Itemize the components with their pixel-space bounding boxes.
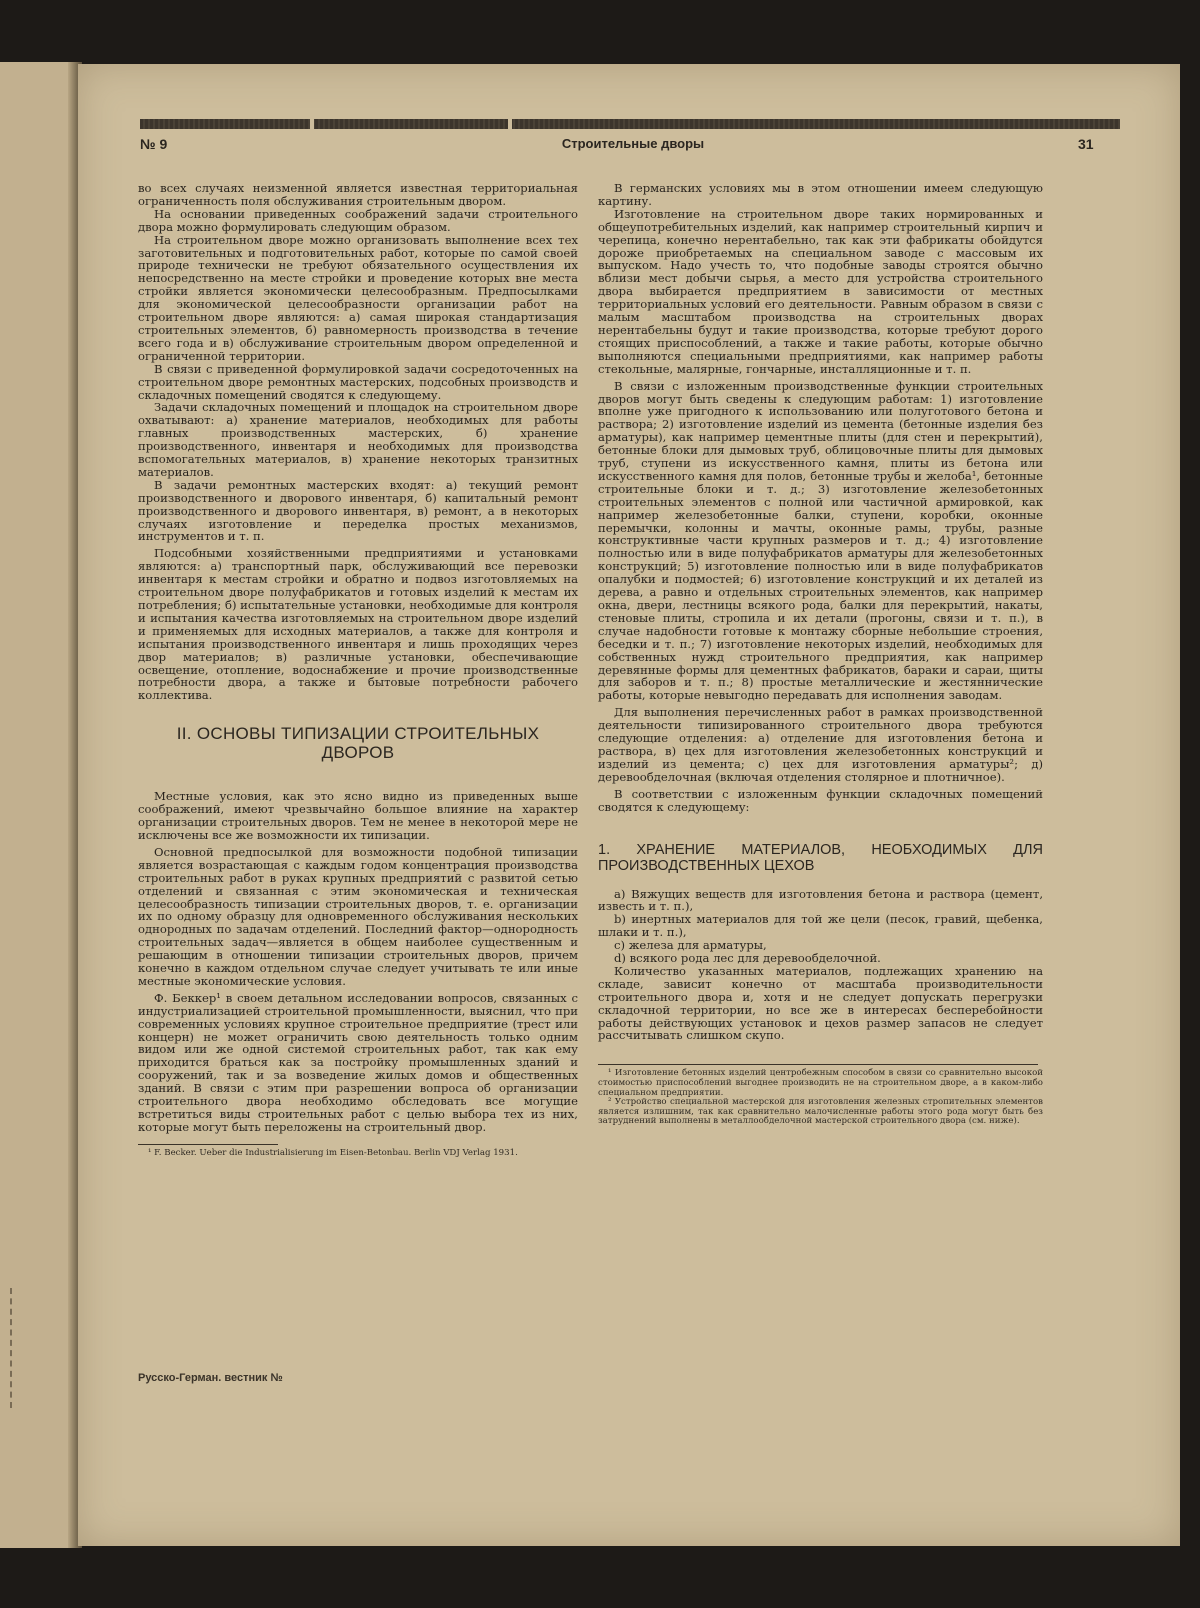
footnote: ¹ Изготовление бетонных изделий центробежным способом в связи со сравнительно высокой стоимостью приспособлений выгоднее производить не на строительном дворе, а в каком-либо специальном предприятии. [598,1068,1043,1098]
paragraph: Основной предпосылкой для возможности подобной типизации является возрастающая с каждым годом концентрация производства строительных работ в руках крупных предприятий с развитой сетью отделений и связанная с этим экономическая и техническая целесообразность типизации строительных дворов, т. е. организации их по одному образцу для одновременного обслуживания нескольких однородных по задачам отделений. Последний фактор—однородность строительных задач—является в общем наиболее существенным и решающим в отношении типизации строительных дворов, причем конечно в каждом отдельном случае следует учитывать те или иные местные экономические условия. [138,844,578,988]
section-heading: II. ОСНОВЫ ТИПИЗАЦИИ СТРОИТЕЛЬНЫХ ДВОРОВ [176,724,540,763]
paragraph: Местные условия, как это ясно видно из приведенных выше соображений, имеют чрезвычайно большое влияние на характер организации строительных дворов. Тем не менее в некоторой мере не исключены все же возможности их типизации. [138,789,578,842]
subsection-heading: 1. ХРАНЕНИЕ МАТЕРИАЛОВ, НЕОБХОДИМЫХ ДЛЯ ПРОИЗВОДСТВЕННЫХ ЦЕХОВ [598,841,1043,874]
paragraph: Задачи складочных помещений и площадок на строительном дворе охватывают: а) хранение материалов, необходимых для работы главных производственных мастерских, б) хранение производственного, инвентаря и необходимых для производства вспомогательных материалов, в) хранение некоторых транзитных материалов. [138,400,578,479]
paragraph: Для выполнения перечисленных работ в рамках производственной деятельности типизированного строительного двора требуются следующие отделения: а) отделение для изготовления бетона и раствора, в) цех для изготовления железобетонных конструкций и изделий из цемента; с) цех для изготовления арматуры²; д) деревообделочная (включая отделения столярное и плотничное). [598,705,1043,784]
paragraph: Изготовление на строительном дворе таких нормированных и общеупотребительных изделий, как например строительный кирпич и черепица, конечно нерентабельно, так как эти фабрикаты обойдутся дороже приобретаемых на специальном заводе с массовым их выпуском. Надо учесть то, что подобные заводы строятся обычно вблизи мест добычи сырья, а место для устройства строительного двора выбирается предприятием в зависимости от местных территориальных условий его деятельности. Равным образом в связи с малым масштабом производства на строительных дворах нерентабельны будут и такие производства, которые требуют дорого стоящих приспособлений, а также и такие работы, которые обычно выполняются специальными предприятиями, как например работы стекольные, малярные, гончарные, инсталляционные и т. п. [598,206,1043,376]
header-rule [140,119,1120,129]
list-item: с) железа для арматуры, [614,938,767,953]
left-column [138,182,578,1158]
paragraph: Количество указанных материалов, подлежащих хранению на складе, зависит конечно от масштаба производительности строительного двора и, хотя и не следует допускать перегрузки складочной территории, но все же в интересах бесперебойности работы действующих установок и цехов размер запасов не следует рассчитывать слишком скупо. [598,963,1043,1043]
footnote: ¹ F. Becker. Ueber die Industrialisierung im Eisen-Betonbau. Berlin VDJ Verlag 1931. [148,1147,518,1158]
footnote-rule [138,1144,278,1145]
issue-number: № 9 [140,136,168,152]
signature-line: Русско-Герман. вестник № [138,1372,283,1384]
list-item: а) Вяжущих веществ для изготовления бетона и раствора (цемент, известь и т. п.), [598,886,1043,914]
right-column [598,182,1043,1127]
header-rule-gap [508,119,512,129]
footnote-block [138,1149,578,1159]
paragraph: Подсобными хозяйственными предприятиями и установками являются: а) транспортный парк, обслуживающий все перевозки инвентаря к местам стройки и обратно и подвоз изготовляемых на строительном дворе полуфабрикатов и готовых изделий к местам их потребления; б) испытательные установки, необходимые для контроля и испытания качества изготовляемых на строительном дворе изделий и применяемых для исходных материалов, а также для контроля и испытания производственного инвентаря и лишь проходящих через двор материалов; в) различные установки, обеспечивающие освещение, отопление, водоснабжение и прочие производственные потребности двора, а также и бытовые потребности рабочего коллектива. [138,546,579,703]
paragraph: во всех случаях неизменной является известная территориальная ограниченность поля обслуживания строительным двором. [138,181,578,208]
journal-page [78,64,1180,1546]
binding-stitch [10,1288,14,1408]
list-item: b) инертных материалов для той же цели (песок, гравий, щебенка, шлаки и т. п.), [598,912,1043,940]
list-item: d) всякого рода лес для деревообделочной. [614,951,881,966]
footnote-block [598,1069,1043,1127]
footnote-rule [598,1064,1038,1065]
paragraph: В германских условиях мы в этом отношении имеем следующую картину. [598,181,1043,208]
paragraph: В соответствии с изложенным функции складочных помещений сводятся к следующему: [598,786,1043,814]
paragraph: В связи с приведенной формулировкой задачи сосредоточенных на строительном дворе ремонтных мастерских, подсобных производств и складочных помещений сводятся к следующему. [138,361,578,402]
paragraph: Ф. Беккер¹ в своем детальном исследовании вопросов, связанных с индустриализацией строительной промышленности, выяснил, что при современных условиях крупное строительное предприятие (трест или концерн) не может ограничить свою деятельность только одним видом или же одной системой строительных работ, так как ему приходится браться как за постройку промышленных зданий и сооружений, так и за возведение жилых домов и общественных зданий. В связи с этим при разрешении вопроса об организации строительного двора необходимо обследовать все могущие встретиться виды строительных работ с целью выбора тех из них, которые могут быть переложены на строительный двор. [138,990,578,1134]
footnote: ² Устройство специальной мастерской для изготовления железных стропительных элементов является излишним, так как сравнительно малочисленные работы этого рода могут быть без затруднений выполнены в металлообделочной мастерской строительного двора (см. ниже). [598,1097,1043,1127]
paragraph: На строительном дворе можно организовать выполнение всех тех заготовительных и подготовительных работ, которые по самой своей природе технически не требуют обязательного осуществления их непосредственно на месте стройки и проведение которых вне места стройки является экономически целесообразным. Предпосылками для экономической целесообразности организации работ на строительном дворе являются: а) самая широкая стандартизация строительных элементов, б) равномерность производства в течение всего года и в) обслуживание строительным двором определенной и ограниченной территории. [138,232,578,363]
running-title: Строительные дворы [561,136,705,151]
page-number: 31 [1078,136,1094,152]
header-rule-gap [310,119,314,129]
paragraph: На основании приведенных соображений задачи строительного двора можно формулировать следующим образом. [138,206,578,234]
paragraph: В задачи ремонтных мастерских входят: а) текущий ремонт производственного и дворового инвентаря, б) капитальный ремонт производственного и дворового инвентаря, в) ремонт, а в некоторых случаях изготовление и переделка простых механизмов, инструментов и т. п. [138,477,578,544]
paragraph: В связи с изложенным производственные функции строительных дворов могут быть сведены к следующим работам: 1) изготовление вполне уже пригодного к использованию или полуготового бетона и раствора; 2) изготовление изделий из цемента (бетонные изделия без арматуры), как например цементные плиты (для стен и перекрытий), бетонные блоки для дымовых труб, облицовочные плиты для дымовых труб, ступени из искусственного камня, плиты из бетона или искусственного камня для полов, бетонные трубы и желоба¹, бетонные строительные блоки и т. д.; 3) изготовление железобетонных строительных элементов с полной или частичной армировкой, как например железобетонные балки, ступени, коробки, оконные перемычки, колонны и мачты, оконные рамы, трубы, разные конструктивные части крупных размеров и т. д.; 4) изготовление полностью или в виде полуфабрикатов арматуры для железобетонных конструкций; 5) изготовление полностью или в виде полуфабрикатов опалубки и подмостей; 6) изготовление конструкций и их деталей из дерева, а равно и отдельных строительных элементов, как например окна, двери, лестницы всякого рода, балки для перекрытий, накаты, стеновые плиты, стропила и их детали (прогоны, связи и т. п.), в случае надобности готовые к монтажу сборные небольшие строения, беседки и т. п.; 7) изготовление некоторых изделий, необходимых для собственных нужд строительного предприятия, как например деревянные формы для цементных фабрикатов, бараки и сараи, щиты для заборов и т. п.; 8) простые металлические и жестяннические работы, которые невыгодно передавать для исполнения заводам. [598,378,1043,703]
